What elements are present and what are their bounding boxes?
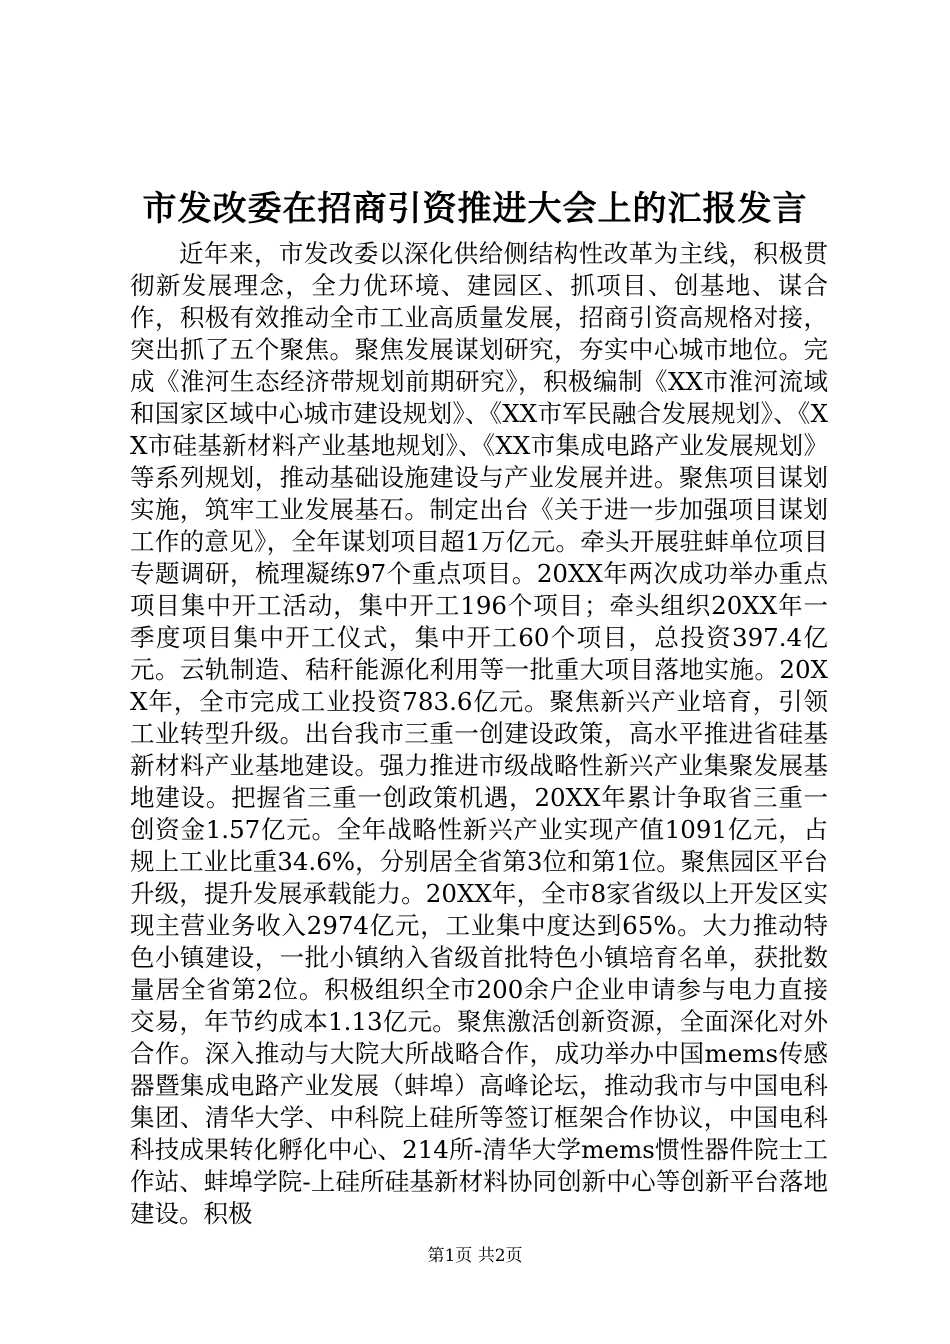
document-title: 市发改委在招商引资推进大会上的汇报发言 xyxy=(142,189,808,229)
document-body-paragraph: 近年来，市发改委以深化供给侧结构性改革为主线，积极贯彻新发展理念，全力优环境、建园区、抓项目、创基地、谋合作，积极有效推动全市工业高质量发展，招商引资高规格对接，突出抓了五个聚焦。聚焦发展谋划研究，夯实中心城市地位。完成《淮河生态经济带规划前期研究》，积极编制《XX市淮河流域和国家区域中心城市建设规划》、《XX市军民融合发展规划》、《XX市硅基新材料产业基地规划》、《XX市集成电路产业发展规划》等系列规划，推动基础设施建设与产业发展并进。聚焦项目谋划实施，筑牢工业发展基石。制定出台《关于进一步加强项目谋划工作的意见》，全年谋划项目超1万亿元。牵头开展驻蚌单位项目专题调研，梳理凝练97个重点项目。20XX年两次成功举办重点项目集中开工活动，集中开工196个项目；牵头组织20XX年一季度项目集中开工仪式，集中开工60个项目，总投资397.4亿元。云轨制造、秸秆能源化利用等一批重大项目落地实施。20XX年，全市完成工业投资783.6亿元。聚焦新兴产业培育，引领工业转型升级。出台我市三重一创建设政策，高水平推进省硅基新材料产业基地建设。强力推进市级战略性新兴产业集聚发展基地建设。把握省三重一创政策机遇，20XX年累计争取省三重一创资金1.57亿元。全年战略性新兴产业实现产值1091亿元，占规上工业比重34.6%，分别居全省第3位和第1位。聚焦园区平台升级，提升发展承载能力。20XX年，全市8家省级以上开发区实现主营业务收入2974亿元，工业集中度达到65%。大力推动特色小镇建设，一批小镇纳入省级首批特色小镇培育名单，获批数量居全省第2位。积极组织全市200余户企业申请参与电力直接交易，年节约成本1.13亿元。聚焦激活创新资源，全面深化对外合作。深入推动与大院大所战略合作，成功举办中国mems传感器暨集成电路产业发展（蚌埠）高峰论坛，推动我市与中国电科集团、清华大学、中科院上硅所等签订框架合作协议，中国电科科技成果转化孵化中心、214所-清华大学mems惯性器件院士工作站、蚌埠学院-上硅所硅基新材料协同创新中心等创新平台落地建设。积极 xyxy=(130,239,828,1228)
page-number-footer: 第1页 共2页 xyxy=(427,1246,523,1266)
